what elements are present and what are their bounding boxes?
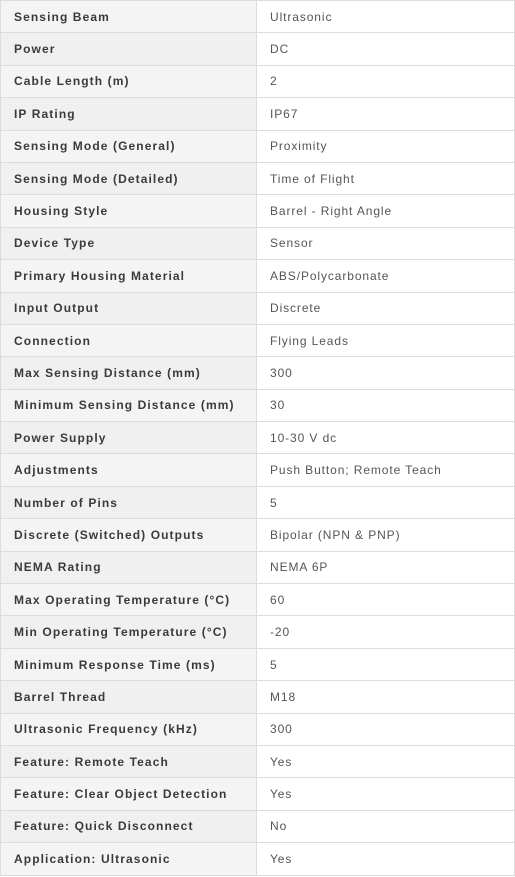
spec-label: Primary Housing Material	[1, 260, 257, 292]
spec-value: Sensor	[257, 227, 515, 259]
spec-row	[1, 584, 515, 616]
spec-row	[1, 551, 515, 583]
spec-value: 30	[257, 389, 515, 421]
spec-row	[1, 98, 515, 130]
spec-row	[1, 745, 515, 777]
spec-value: Push Button; Remote Teach	[257, 454, 515, 486]
spec-value: ABS/Polycarbonate	[257, 260, 515, 292]
spec-label: Minimum Response Time (ms)	[1, 648, 257, 680]
spec-value: Yes	[257, 843, 515, 875]
spec-row	[1, 519, 515, 551]
spec-value: 60	[257, 584, 515, 616]
spec-label: Sensing Mode (General)	[1, 130, 257, 162]
spec-label: Power	[1, 33, 257, 65]
spec-row	[1, 616, 515, 648]
spec-label: Minimum Sensing Distance (mm)	[1, 389, 257, 421]
spec-row	[1, 65, 515, 97]
spec-value: 10-30 V dc	[257, 422, 515, 454]
spec-value: DC	[257, 33, 515, 65]
spec-label: Housing Style	[1, 195, 257, 227]
spec-label: Number of Pins	[1, 486, 257, 518]
spec-row	[1, 1, 515, 33]
spec-row	[1, 130, 515, 162]
spec-row	[1, 389, 515, 421]
spec-label: Application: Ultrasonic	[1, 843, 257, 875]
spec-row	[1, 648, 515, 680]
spec-label: Device Type	[1, 227, 257, 259]
spec-row	[1, 227, 515, 259]
spec-value: Yes	[257, 745, 515, 777]
spec-value: -20	[257, 616, 515, 648]
spec-row	[1, 292, 515, 324]
spec-value: Discrete	[257, 292, 515, 324]
spec-value: M18	[257, 681, 515, 713]
spec-value: 300	[257, 713, 515, 745]
spec-label: Input Output	[1, 292, 257, 324]
spec-label: Discrete (Switched) Outputs	[1, 519, 257, 551]
spec-label: Max Operating Temperature (°C)	[1, 584, 257, 616]
spec-value: 300	[257, 357, 515, 389]
spec-value: Barrel - Right Angle	[257, 195, 515, 227]
spec-value: Bipolar (NPN & PNP)	[257, 519, 515, 551]
spec-row	[1, 810, 515, 842]
spec-label: IP Rating	[1, 98, 257, 130]
spec-label: Connection	[1, 324, 257, 356]
spec-value: 5	[257, 648, 515, 680]
spec-label: Adjustments	[1, 454, 257, 486]
spec-label: Max Sensing Distance (mm)	[1, 357, 257, 389]
spec-row	[1, 260, 515, 292]
spec-row	[1, 713, 515, 745]
spec-label: Sensing Mode (Detailed)	[1, 162, 257, 194]
spec-value: 5	[257, 486, 515, 518]
spec-row	[1, 486, 515, 518]
spec-label: Feature: Remote Teach	[1, 745, 257, 777]
spec-value: IP67	[257, 98, 515, 130]
spec-label: Barrel Thread	[1, 681, 257, 713]
spec-label: Cable Length (m)	[1, 65, 257, 97]
spec-row	[1, 324, 515, 356]
spec-label: Min Operating Temperature (°C)	[1, 616, 257, 648]
spec-label: NEMA Rating	[1, 551, 257, 583]
specifications-table-body	[1, 1, 515, 876]
spec-value: Ultrasonic	[257, 1, 515, 33]
spec-label: Power Supply	[1, 422, 257, 454]
spec-label: Sensing Beam	[1, 1, 257, 33]
spec-value: Yes	[257, 778, 515, 810]
spec-label: Feature: Quick Disconnect	[1, 810, 257, 842]
spec-value: 2	[257, 65, 515, 97]
spec-row	[1, 195, 515, 227]
spec-value: No	[257, 810, 515, 842]
spec-label: Feature: Clear Object Detection	[1, 778, 257, 810]
spec-value: NEMA 6P	[257, 551, 515, 583]
spec-row	[1, 422, 515, 454]
spec-row	[1, 357, 515, 389]
spec-row	[1, 681, 515, 713]
spec-label: Ultrasonic Frequency (kHz)	[1, 713, 257, 745]
spec-value: Flying Leads	[257, 324, 515, 356]
spec-value: Time of Flight	[257, 162, 515, 194]
spec-row	[1, 33, 515, 65]
spec-row	[1, 454, 515, 486]
spec-row	[1, 843, 515, 875]
spec-row	[1, 162, 515, 194]
spec-row	[1, 778, 515, 810]
spec-value: Proximity	[257, 130, 515, 162]
